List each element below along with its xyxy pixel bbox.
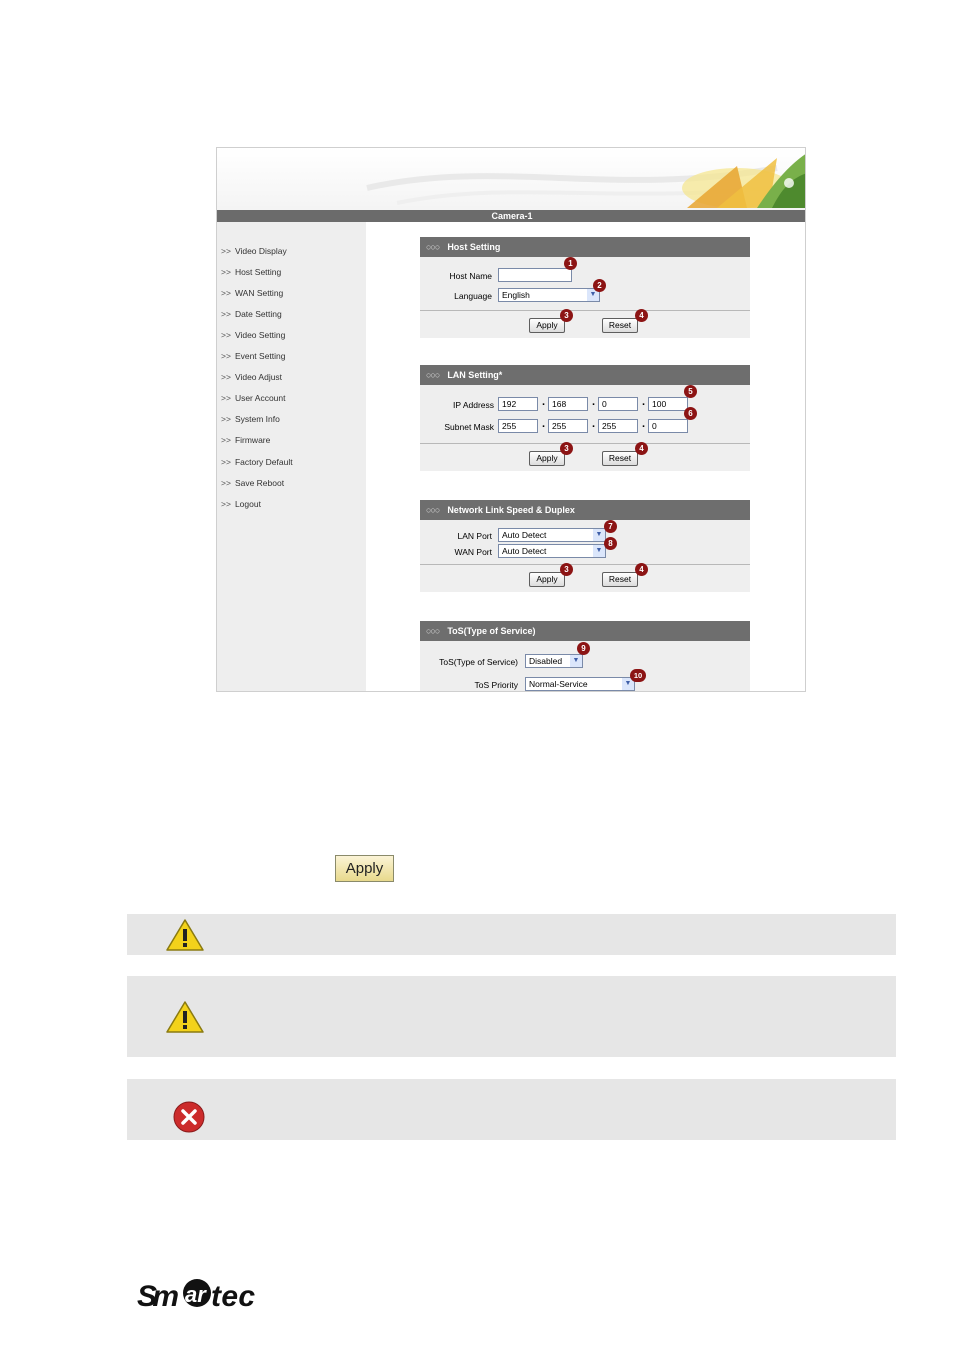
sidebar-item-label: Event Setting (234, 351, 286, 361)
tos-priority-value: Normal-Service (529, 679, 588, 689)
chevron-down-icon: ▼ (587, 289, 599, 301)
link-speed-panel (420, 500, 750, 592)
callout-marker-7: 7 (604, 520, 617, 533)
host-name-label: Host Name (449, 271, 492, 281)
sidebar-item-video-display[interactable] (221, 245, 287, 257)
nav-arrow: >> (221, 246, 231, 256)
callout-marker-8: 8 (604, 537, 617, 550)
mask-octet-2-input[interactable]: 255 (548, 419, 588, 433)
sidebar-item-label: System Info (234, 414, 280, 424)
sidebar-item-label: Logout (234, 499, 261, 509)
lan-port-value: Auto Detect (502, 530, 547, 540)
callout-marker-10: 10 (630, 669, 646, 682)
warning-icon (165, 1000, 205, 1034)
svg-text:Sm: Sm (137, 1280, 179, 1313)
language-select[interactable] (498, 288, 600, 302)
language-label: Language (454, 291, 492, 301)
sidebar-item-wan-setting[interactable] (221, 287, 283, 299)
smartec-logo (135, 1272, 257, 1314)
host-reset-button[interactable]: Reset (602, 318, 638, 333)
sidebar-item-host-setting[interactable] (221, 266, 281, 278)
panel-title: LAN Setting* (447, 370, 503, 380)
callout-marker-3: 3 (560, 442, 573, 455)
mask-octet-3-input[interactable]: 255 (598, 419, 638, 433)
sidebar-item-logout[interactable] (221, 498, 261, 510)
ip-dot: . (642, 396, 646, 408)
sidebar-item-label: Factory Default (234, 457, 293, 467)
wan-port-label: WAN Port (454, 547, 492, 557)
nav-arrow: >> (221, 288, 231, 298)
host-apply-button[interactable]: Apply (529, 318, 565, 333)
ip-octet-3-input[interactable]: 0 (598, 397, 638, 411)
camera-web-ui-screenshot (216, 147, 806, 692)
chevron-down-icon: ▼ (622, 678, 634, 690)
warning-note-2 (127, 976, 896, 1057)
sidebar-item-label: User Account (234, 393, 286, 403)
host-name-input[interactable] (498, 268, 572, 282)
header-banner (217, 148, 806, 210)
nav-arrow: >> (221, 478, 231, 488)
ip-octet-1-input[interactable]: 192 (498, 397, 538, 411)
sidebar (217, 222, 366, 692)
camera-title-bar: Camera-1 (217, 210, 806, 222)
sidebar-item-label: Video Adjust (234, 372, 283, 382)
warning-icon (165, 918, 205, 952)
nav-arrow: >> (221, 372, 231, 382)
sidebar-item-event-setting[interactable] (221, 350, 286, 362)
callout-marker-5: 5 (684, 385, 697, 398)
lan-setting-panel (420, 365, 750, 471)
callout-marker-4: 4 (635, 563, 648, 576)
sidebar-item-video-adjust[interactable] (221, 371, 282, 383)
tos-header (420, 621, 750, 641)
link-reset-button[interactable]: Reset (602, 572, 638, 587)
lan-port-label: LAN Port (457, 531, 492, 541)
language-value: English (502, 290, 530, 300)
apply-button-sample[interactable]: Apply (335, 855, 394, 882)
tos-priority-label: ToS Priority (474, 680, 518, 690)
sidebar-item-date-setting[interactable] (221, 308, 282, 320)
sidebar-item-video-setting[interactable] (221, 329, 285, 341)
ip-address-label: IP Address (453, 400, 494, 410)
wan-port-select[interactable] (498, 544, 606, 558)
mask-dot: . (542, 418, 546, 430)
svg-text:tec: tec (211, 1280, 255, 1313)
main-content (366, 222, 806, 692)
callout-marker-9: 9 (577, 642, 590, 655)
lan-reset-button[interactable]: Reset (602, 451, 638, 466)
nav-arrow: >> (221, 330, 231, 340)
lan-setting-footer (420, 443, 750, 471)
link-apply-button[interactable]: Apply (529, 572, 565, 587)
ip-dot: . (592, 396, 596, 408)
subnet-mask-label: Subnet Mask (444, 422, 494, 432)
link-speed-footer (420, 564, 750, 592)
chain-icon: ○○○ (426, 626, 440, 636)
panel-title: ToS(Type of Service) (447, 626, 536, 636)
tos-panel (420, 621, 750, 692)
sidebar-item-label: Date Setting (234, 309, 282, 319)
sidebar-item-system-info[interactable] (221, 413, 280, 425)
sidebar-item-user-account[interactable] (221, 392, 286, 404)
sidebar-item-label: WAN Setting (234, 288, 284, 298)
nav-arrow: >> (221, 267, 231, 277)
error-note (127, 1079, 896, 1140)
ip-dot: . (542, 396, 546, 408)
ip-octet-4-input[interactable]: 100 (648, 397, 688, 411)
chevron-down-icon: ▼ (593, 529, 605, 541)
sidebar-item-label: Firmware (234, 435, 271, 445)
lan-apply-button[interactable]: Apply (529, 451, 565, 466)
callout-marker-3: 3 (560, 309, 573, 322)
chevron-down-icon: ▼ (593, 545, 605, 557)
panel-title: Host Setting (447, 242, 501, 252)
lan-setting-header (420, 365, 750, 385)
callout-marker-6: 6 (684, 407, 697, 420)
sidebar-item-label: Host Setting (234, 267, 282, 277)
svg-text:ar: ar (185, 1282, 206, 1307)
sidebar-item-label: Video Setting (234, 330, 286, 340)
host-setting-header (420, 237, 750, 257)
chain-icon: ○○○ (426, 370, 440, 380)
nav-arrow: >> (221, 435, 231, 445)
sidebar-item-firmware[interactable] (221, 434, 270, 446)
sidebar-item-label: Video Display (234, 246, 287, 256)
link-speed-header (420, 500, 750, 520)
sidebar-item-factory-default[interactable] (221, 456, 293, 468)
mask-dot: . (592, 418, 596, 430)
sidebar-item-label: Save Reboot (234, 478, 285, 488)
tos-select[interactable] (525, 654, 583, 668)
wan-port-value: Auto Detect (502, 546, 547, 556)
callout-marker-4: 4 (635, 442, 648, 455)
callout-marker-4: 4 (635, 309, 648, 322)
chain-icon: ○○○ (426, 505, 440, 515)
nav-arrow: >> (221, 499, 231, 509)
callout-marker-1: 1 (564, 257, 577, 270)
sidebar-item-save-reboot[interactable] (221, 477, 284, 489)
chain-icon: ○○○ (426, 242, 440, 252)
nav-arrow: >> (221, 309, 231, 319)
tos-priority-select[interactable] (525, 677, 635, 691)
mask-dot: . (642, 418, 646, 430)
chevron-down-icon: ▼ (570, 655, 582, 667)
nav-arrow: >> (221, 393, 231, 403)
callout-marker-2: 2 (593, 279, 606, 292)
callout-marker-3: 3 (560, 563, 573, 576)
ip-octet-2-input[interactable]: 168 (548, 397, 588, 411)
banner-artwork (217, 148, 806, 210)
host-setting-footer (420, 310, 750, 338)
error-icon (172, 1100, 206, 1134)
lan-port-select[interactable] (498, 528, 606, 542)
nav-arrow: >> (221, 351, 231, 361)
warning-note-1 (127, 914, 896, 955)
panel-title: Network Link Speed & Duplex (447, 505, 575, 515)
tos-label: ToS(Type of Service) (439, 657, 518, 667)
mask-octet-1-input[interactable]: 255 (498, 419, 538, 433)
mask-octet-4-input[interactable]: 0 (648, 419, 688, 433)
nav-arrow: >> (221, 457, 231, 467)
tos-value: Disabled (529, 656, 563, 666)
nav-arrow: >> (221, 414, 231, 424)
host-setting-panel (420, 237, 750, 338)
